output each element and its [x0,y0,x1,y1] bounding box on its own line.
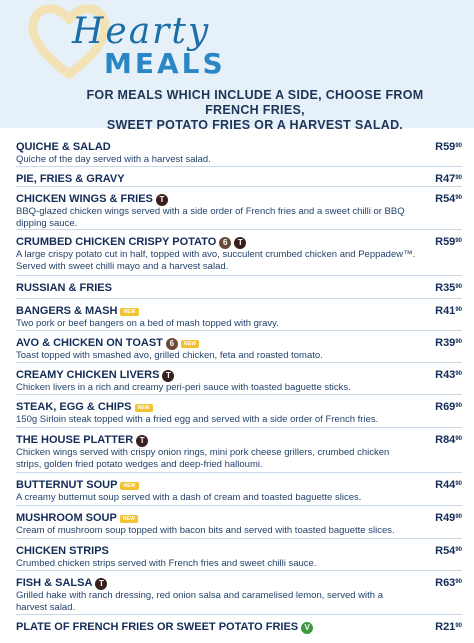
menu-item-name-text: STEAK, EGG & CHIPS [16,401,132,413]
menu-item-name [16,577,107,590]
menu-item [16,229,462,272]
menu-item-name-text: CHICKEN WINGS & FRIES [16,193,153,205]
subtitle-line-1: FOR MEALS WHICH INCLUDE A SIDE, CHOOSE FROM FRENCH FRIES, [86,88,424,117]
menu-item [16,538,462,569]
menu-item-name-text: CREAMY CHICKEN LIVERS [16,369,160,381]
subtitle [70,88,440,133]
menu-item-name-text: BANGERS & MASH [16,305,118,317]
menu-item-name [16,173,125,186]
menu-item-description: 150g Sirloin steak topped with a fried egg and served with a side order of French fries. [16,414,379,425]
menu-item [16,427,462,470]
menu-item-name [16,401,153,414]
menu-item-name [16,337,199,350]
menu-item-name [16,236,246,249]
menu-item-name-text: BUTTERNUT SOUP [16,479,118,491]
menu-item-price: $R54^{90}$ [435,545,462,557]
menu-item-name-text: AVO & CHICKEN ON TOAST [16,337,163,349]
menu-item-price: $R21^{90}$ [435,621,462,633]
menu-item [16,166,462,185]
menu-item-name [16,305,139,318]
menu-item-description: Two pork or beef bangers on a bed of mash topped with gravy. [16,318,279,329]
script-title: Hearty [72,11,211,52]
new-badge: NEW [181,340,199,348]
new-badge: NEW [120,308,138,316]
menu-item-description: Chicken wings served with crispy onion rings, mini pork cheese grillers, crumbed chicken strips, golden fried potato wedges and deep-fried halloumi. [16,447,390,470]
takeaway-badge-icon: T [156,194,168,206]
menu-item [16,394,462,425]
menu-item-name [16,479,139,492]
menu-item-price: $R59^{90}$ [435,236,462,248]
vegetarian-badge-icon: V [301,622,313,634]
takeaway-badge-icon: T [95,578,107,590]
menu-item-name [16,282,112,295]
menu-item [16,275,462,294]
menu-item [16,186,462,229]
menu-item-name [16,434,148,447]
block-title: MEALS [104,47,226,80]
menu-item-name-text: CHICKEN STRIPS [16,545,109,557]
menu-item-price: $R84^{90}$ [435,434,462,446]
menu-item-description: Crumbed chicken strips served with French fries and sweet chilli sauce. [16,558,317,569]
menu-item-name-text: PLATE OF FRENCH FRIES OR SWEET POTATO FRIES [16,621,299,633]
subtitle-line-2: SWEET POTATO FRIES OR A HARVEST SALAD. [106,118,404,132]
menu-item [16,505,462,536]
menu-item-price: $R69^{90}$ [435,401,462,413]
menu-item-description: BBQ-glazed chicken wings served with a side order of French fries and a sweet chilli or BBQ dipping sauce. [16,206,405,229]
new-badge: NEW [120,482,138,490]
menu-item-name-text: MUSHROOM SOUP [16,512,117,524]
menu-item [16,330,462,361]
menu-item-price: $R54^{90}$ [435,193,462,205]
menu-item-price: $R63^{90}$ [435,577,462,589]
menu-item-price: $R59^{90}$ [435,141,462,153]
menu-item-description: Quiche of the day served with a harvest salad. [16,154,211,165]
menu-item [16,570,462,613]
portion-badge-icon: 6 [219,237,231,249]
menu-item-name [16,141,111,154]
menu-item-description: Toast topped with smashed avo, grilled chicken, feta and roasted tomato. [16,350,323,361]
new-badge: NEW [120,515,138,523]
menu-item [16,614,462,633]
menu-item-name-text: THE HOUSE PLATTER [16,434,134,446]
menu-item [16,472,462,503]
menu-item-name [16,512,138,525]
menu-item-name-text: QUICHE & SALAD [16,141,111,153]
menu-item-price: $R43^{90}$ [435,369,462,381]
menu-item-price: $R35^{90}$ [435,282,462,294]
menu-item-name-text: FISH & SALSA [16,577,93,589]
menu-item-description: Cream of mushroom soup topped with bacon bits and served with toasted baguette slices. [16,525,395,536]
portion-badge-icon: 6 [166,338,178,350]
menu-item-name-text: PIE, FRIES & GRAVY [16,173,125,185]
menu-item-name [16,369,174,382]
takeaway-badge-icon: T [234,237,246,249]
menu-item-name-text: CRUMBED CHICKEN CRISPY POTATO [16,236,217,248]
menu-item-name [16,193,168,206]
menu-item-price: $R39^{90}$ [435,337,462,349]
menu-item-name [16,621,313,634]
menu-item [16,298,462,329]
menu-header [0,0,474,132]
menu-item-name [16,545,109,558]
new-badge: NEW [135,404,153,412]
menu-item-price: $R47^{90}$ [435,173,462,185]
menu-item-price: $R49^{90}$ [435,512,462,524]
menu-item-description: Grilled hake with ranch dressing, red onion salsa and caramelised lemon, served with a harvest salad. [16,590,383,613]
menu-item-description: A large crispy potato cut in half, topped with avo, succulent crumbed chicken and Peppadew™. Served with sweet chilli mayo and a harvest salad. [16,249,416,272]
menu-item-description: Chicken livers in a rich and creamy peri-peri sauce with toasted baguette sticks. [16,382,351,393]
menu-item-price: $R44^{90}$ [435,479,462,491]
takeaway-badge-icon: T [136,435,148,447]
menu-item-name-text: RUSSIAN & FRIES [16,282,112,294]
menu-item [16,362,462,393]
takeaway-badge-icon: T [162,370,174,382]
menu-item-price: $R41^{90}$ [435,305,462,317]
menu-item-description: A creamy butternut soup served with a dash of cream and toasted baguette slices. [16,492,362,503]
menu-item [16,134,462,165]
